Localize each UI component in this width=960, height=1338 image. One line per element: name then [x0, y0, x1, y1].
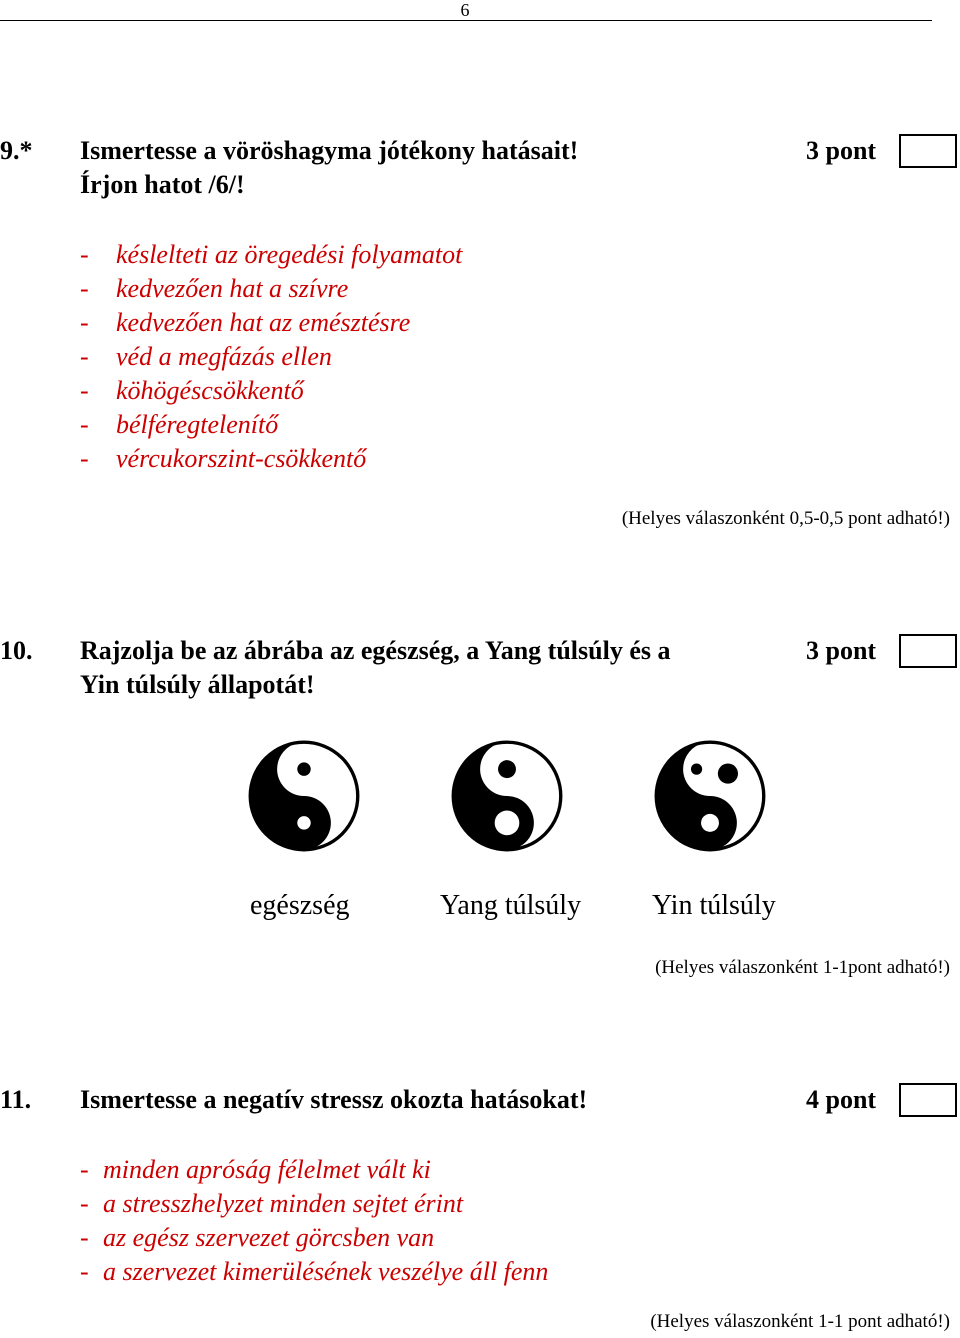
- list-item: - a szervezet kimerülésének veszélye áll fenn: [80, 1257, 549, 1286]
- question-text-line1: Ismertesse a vöröshagyma jótékony hatásait!: [80, 136, 579, 165]
- list-item: - az egész szervezet görcsben van: [80, 1223, 435, 1252]
- question-text-line1: Ismertesse a negatív stressz okozta hatásokat!: [80, 1085, 588, 1114]
- list-item: - kedvezően hat az emésztésre: [80, 308, 411, 337]
- list-item: - véd a megfázás ellen: [80, 342, 332, 371]
- scoring-note: (Helyes válaszonként 0,5-0,5 pont adható!): [621, 508, 950, 529]
- yin-yang-health-icon: [248, 740, 360, 852]
- list-item: - a stresszhelyzet minden sejtet érint: [80, 1189, 464, 1218]
- answer-list: [80, 238, 462, 476]
- score-box[interactable]: [899, 1083, 957, 1117]
- question-number: 9.*: [0, 136, 33, 165]
- scoring-note: (Helyes válaszonként 1-1pont adható!): [655, 957, 950, 978]
- yin-yang-yang-excess-icon: [451, 740, 563, 852]
- list-item: - minden apróság félelmet vált ki: [80, 1155, 431, 1184]
- list-item: - köhögéscsökkentő: [80, 376, 304, 405]
- score-box[interactable]: [899, 634, 957, 668]
- scoring-note: (Helyes válaszonként 1-1 pont adható!): [650, 1311, 950, 1332]
- question-number: 11.: [0, 1085, 32, 1114]
- list-item: - késlelteti az öregedési folyamatot: [80, 240, 463, 269]
- question-text-line2: Írjon hatot /6/!: [80, 170, 245, 199]
- points-label: 4 pont: [806, 1085, 877, 1114]
- score-box[interactable]: [899, 134, 957, 168]
- list-item: - kedvezően hat a szívre: [80, 274, 349, 303]
- caption-health: egészség: [250, 890, 350, 921]
- question-number: 10.: [0, 636, 33, 665]
- list-item: - vércukorszint-csökkentő: [80, 444, 367, 473]
- points-label: 3 pont: [806, 136, 877, 165]
- question-text-line1: Rajzolja be az ábrába az egészség, a Yang túlsúly és a: [80, 636, 671, 665]
- caption-yin-excess: Yin túlsúly: [652, 890, 776, 921]
- answer-list: [80, 1153, 548, 1289]
- question-text-line2: Yin túlsúly állapotát!: [80, 670, 315, 699]
- caption-yang-excess: Yang túlsúly: [440, 890, 582, 921]
- header-rule: [0, 20, 932, 21]
- points-label: 3 pont: [806, 636, 877, 665]
- page-number: 6: [460, 0, 470, 20]
- yin-yang-yin-excess-icon: [654, 740, 766, 852]
- list-item: - bélféregtelenítő: [80, 410, 279, 439]
